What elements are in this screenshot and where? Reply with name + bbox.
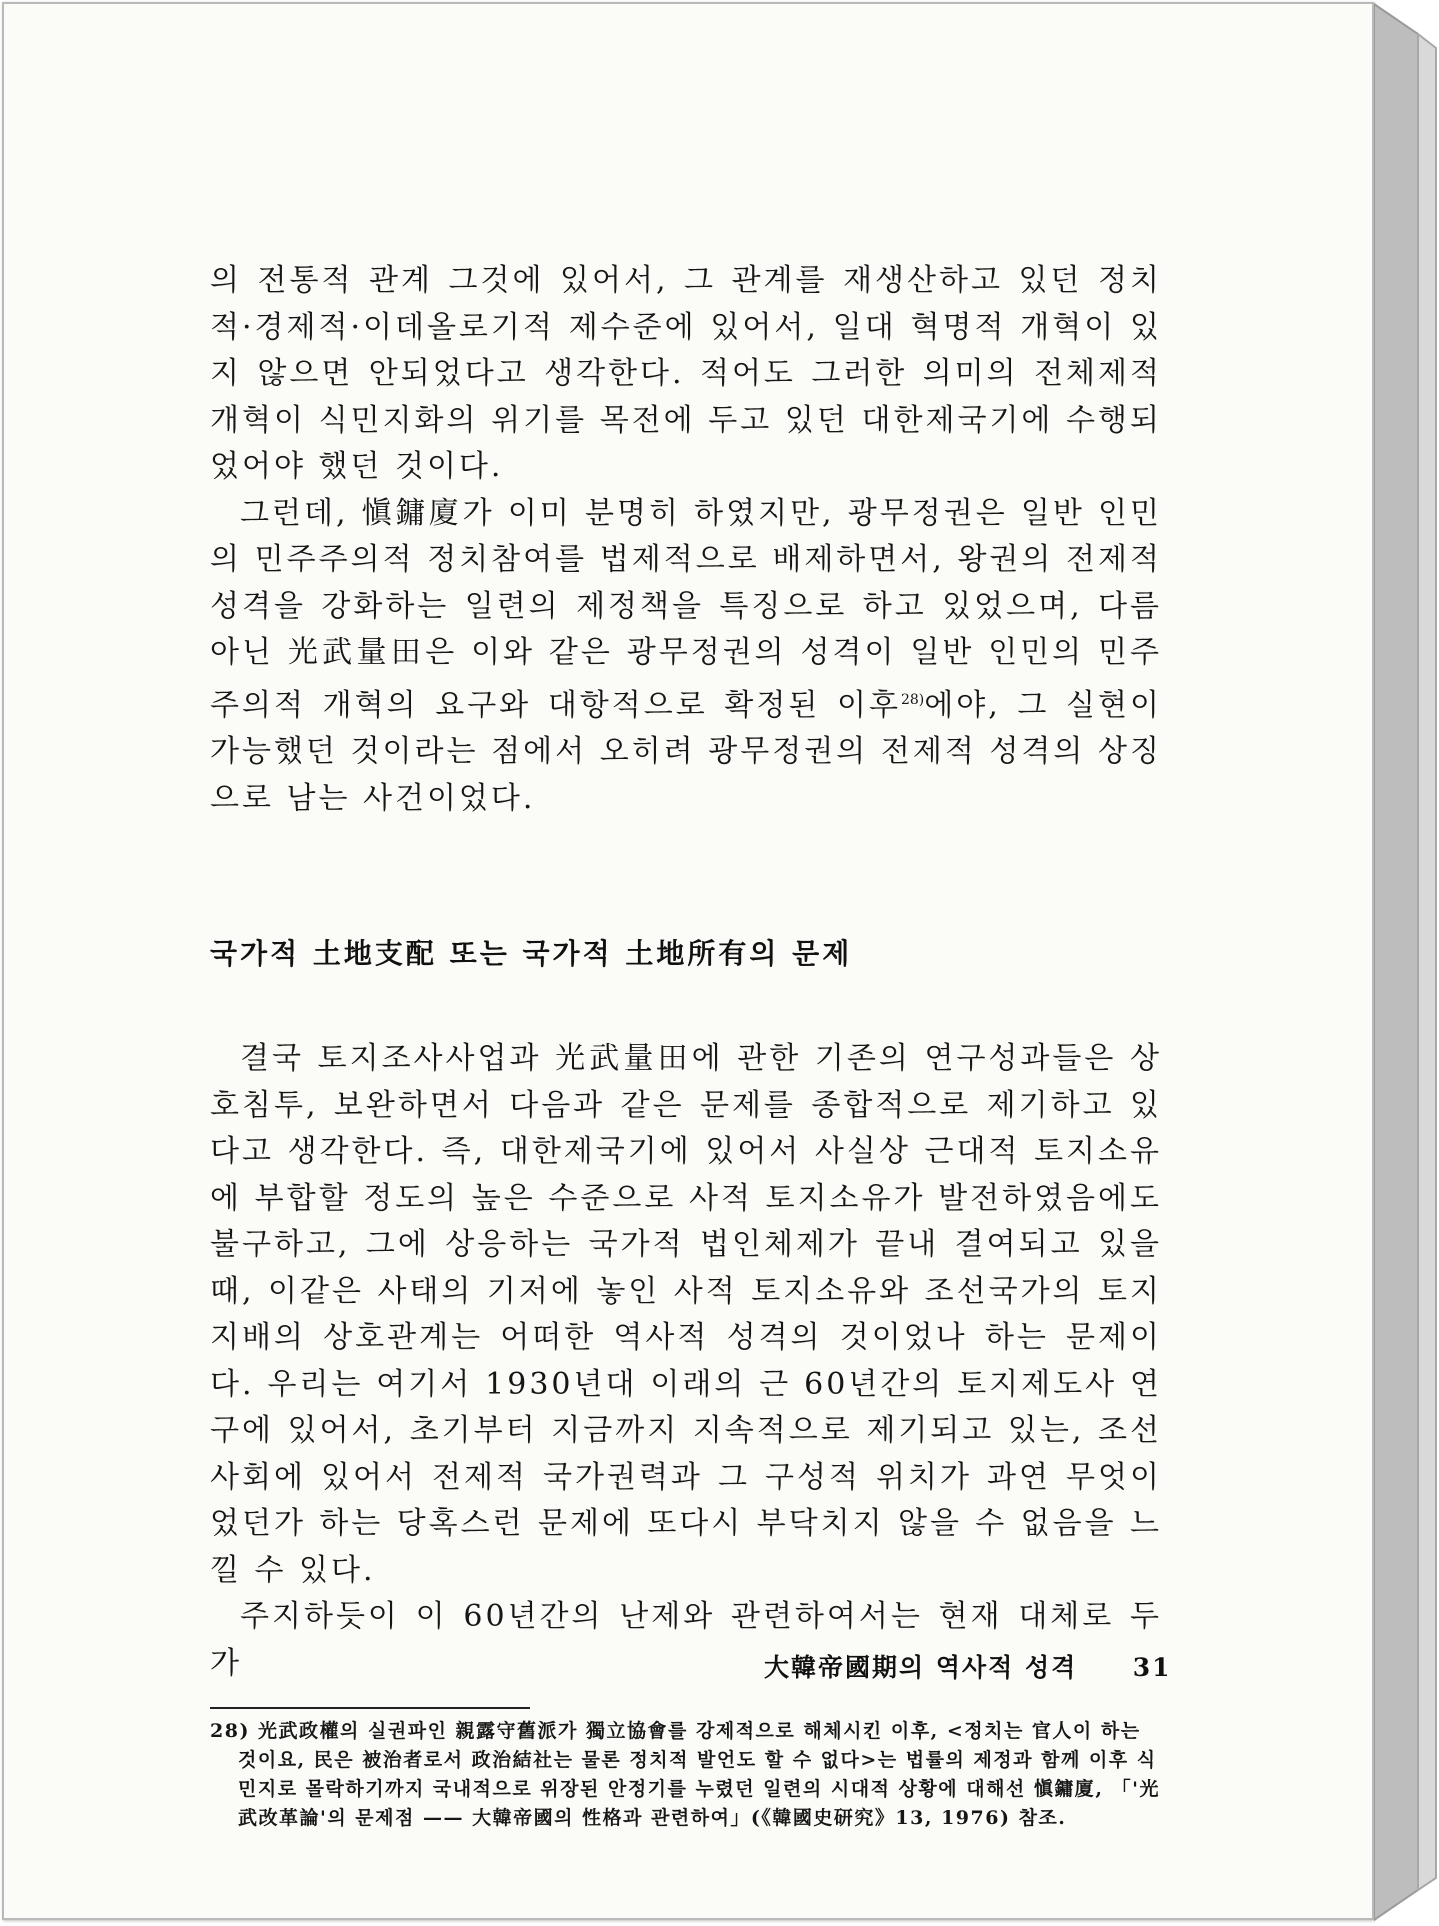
page-number: 31 xyxy=(1132,1653,1172,1682)
footnote-divider xyxy=(210,1707,530,1709)
paragraph-2-text: 그런데, 愼鏞廈가 이미 분명히 하였지만, 광무정권은 일반 인민의 민주주의적 정치참여를 법제적으로 배제하면서, 왕권의 전제적 성격을 강화하는 일련의 제정책을 특징으로 하고 있었으며, 다름 아닌 光武量田은 이와 같은 광무정권의 성격이 일반 인민의 민주주의적 개혁의 요구와 대항적으로 확정된 이후 xyxy=(210,495,1162,723)
paragraph-2 xyxy=(210,491,1162,823)
book-edge-3d xyxy=(1374,0,1438,1924)
running-footer xyxy=(764,1648,1172,1684)
page-content xyxy=(210,258,1162,1833)
running-footer-title: 大韓帝國期의 역사적 성격 xyxy=(764,1653,1078,1682)
paragraph-2-tail: 에야, 그 실현이 가능했던 것이라는 점에서 오히려 광무정권의 전제적 성격의 상징으로 남는 사건이었다. xyxy=(210,687,1162,816)
footnote-28: 28) 光武政權의 실권파인 親露守舊派가 獨立協會를 강제적으로 해체시킨 이후, <정치는 官人이 하는 것이요, 民은 被治者로서 政治結社는 물론 정치적 발언도 할 수 없다>는 법률의 제정과 함께 이후 식민지로 몰락하기까지 국내적으로 위장된 안정기를 누렸던 일련의 시대적 상황에 대해선 愼鏞廈, 「'光武改革論'의 문제점 —— 大韓帝國의 性格과 관련하여」(《韓國史研究》13, 1976) 참조. xyxy=(210,1720,1160,1829)
footnote-ref-28: 28) xyxy=(900,691,925,708)
paragraph-4: 주지하듯이 이 60년간의 난제와 관련하여서는 현재 대체로 두 가 xyxy=(210,1599,1162,1681)
section-heading: 국가적 土地支配 또는 국가적 土地所有의 문제 xyxy=(210,937,853,970)
paragraph-3: 결국 토지조사사업과 光武量田에 관한 기존의 연구성과들은 상호침투, 보완하면서 다음과 같은 문제를 종합적으로 제기하고 있다고 생각한다. 즉, 대한제국기에 있어서 사실상 근대적 토지소유에 부합할 정도의 높은 수준으로 사적 토지소유가 발전하였음에도 불구하고, 그에 상응하는 국가적 법인체제가 끝내 결여되고 있을 때, 이같은 사태의 기저에 놓인 사적 토지소유와 조선국가의 토지지배의 상호관계는 어떠한 역사적 성격의 것이었나 하는 문제이다. 우리는 여기서 1930년대 이래의 근 60년간의 토지제도사 연구에 있어서, 초기부터 지금까지 지속적으로 제기되고 있는, 조선사회에 있어서 전제적 국가권력과 그 구성적 위치가 과연 무엇이었던가 하는 당혹스런 문제에 또다시 부닥치지 않을 수 없음을 느낄 수 있다. xyxy=(210,1041,1162,1588)
paragraph-1: 의 전통적 관계 그것에 있어서, 그 관계를 재생산하고 있던 정치적·경제적·이데올로기적 제수준에 있어서, 일대 혁명적 개혁이 있지 않으면 안되었다고 생각한다. 적어도 그러한 의미의 전체제적 개혁이 식민지화의 위기를 목전에 두고 있던 대한제국기에 수행되었어야 했던 것이다. xyxy=(210,263,1162,484)
